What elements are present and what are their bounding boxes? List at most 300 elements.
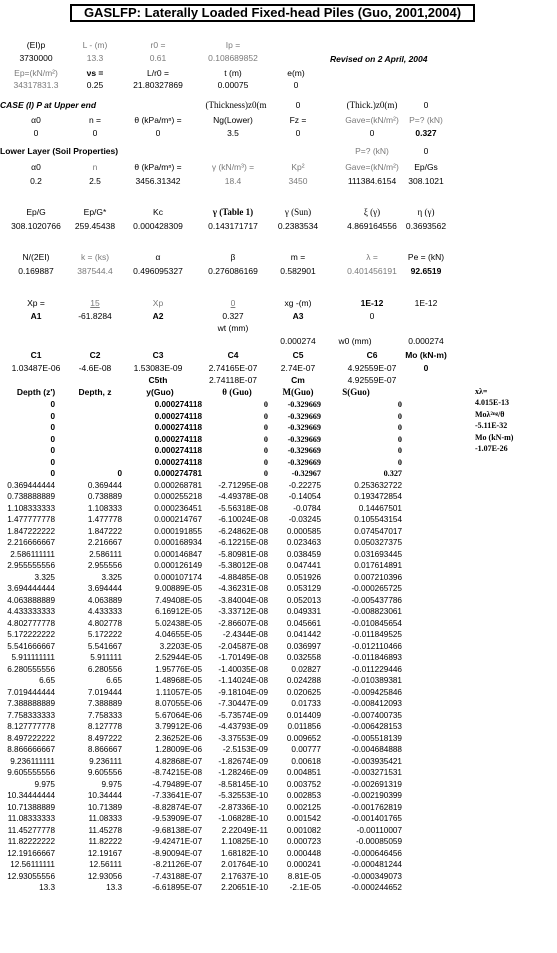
cell-depth: 7.019444 — [87, 687, 122, 697]
cell-depth-prime: 8.127777778 — [7, 722, 55, 731]
cell-theta: 0 — [263, 457, 268, 467]
cell-y: 0.000236451 — [154, 503, 202, 513]
table-row — [0, 468, 557, 480]
cell-y: -6.61895E-07 — [152, 883, 202, 892]
cell-s: -0.000244652 — [351, 883, 402, 892]
cell-depth-prime: 12.93055556 — [7, 871, 55, 881]
cell-y: 3.2203E-05 — [159, 641, 202, 651]
table-row — [0, 675, 557, 687]
cell-depth: 12.19167 — [87, 848, 122, 858]
cell-theta: 0 — [263, 434, 268, 444]
table-row — [0, 560, 557, 572]
thickness-value: 0 — [295, 100, 301, 110]
cell-y: 7.49408E-05 — [155, 595, 202, 605]
lower-theta-value: 3456.31342 — [135, 176, 181, 186]
table-row — [0, 457, 557, 469]
cell-depth: 6.65 — [106, 676, 122, 685]
lower-epgs-label: Ep/Gs — [414, 162, 438, 172]
cell-m: 0.053129 — [286, 584, 321, 593]
lower-pq-value: 0 — [423, 146, 429, 156]
cell-m: 0.000241 — [286, 860, 321, 869]
cell-y: 0.000274118 — [154, 434, 202, 444]
lower-gamma-label: γ (kN/m³) = — [211, 162, 255, 172]
cell-y: 0.000191855 — [154, 526, 202, 536]
cell-depth-prime: 1.847222222 — [7, 526, 55, 536]
c4-label: C4 — [227, 350, 239, 360]
cell-theta: -2.71295E-08 — [218, 480, 268, 490]
gamma-sun-label: γ (Sun) — [284, 207, 312, 217]
cell-m: 0.004851 — [286, 768, 321, 777]
case1-theta-value: 0 — [155, 128, 161, 138]
col-header-s: S(Guo) — [342, 387, 370, 397]
cell-depth: 12.56111 — [89, 860, 122, 869]
cell-y: 0.000214767 — [154, 515, 202, 524]
cell-s: -0.00110007 — [356, 825, 402, 835]
cell-m: 0.000448 — [286, 848, 321, 858]
r0-value: 0.61 — [149, 53, 167, 63]
cell-depth: 0 — [117, 469, 122, 478]
cell-s: 0.050327375 — [354, 538, 402, 547]
c2-value: -4.6E-08 — [78, 363, 112, 373]
cell-depth: 8.866667 — [87, 745, 122, 754]
cell-y: 0.000126149 — [154, 561, 202, 570]
cell-s: 0.031693445 — [354, 549, 402, 559]
table-row — [0, 480, 557, 492]
ei-value: 3730000 — [19, 53, 53, 63]
cell-s: -0.000265725 — [351, 584, 402, 593]
table-row — [0, 859, 557, 871]
cell-s: -0.011846893 — [352, 653, 402, 662]
table-row — [0, 825, 557, 837]
table-row — [0, 687, 557, 699]
cell-theta: -1.14024E-08 — [218, 676, 268, 685]
epg-value: 308.1020766 — [11, 221, 61, 231]
cell-s: -0.003271531 — [351, 768, 402, 777]
cell-s: -0.002691319 — [351, 779, 402, 789]
table-row — [0, 549, 557, 561]
table-row — [0, 698, 557, 710]
cell-y: -9.53909E-07 — [152, 814, 202, 823]
cell-theta: 0 — [263, 469, 268, 478]
cell-y: 2.52944E-05 — [155, 653, 202, 662]
cell-depth-prime: 3.325 — [34, 572, 55, 582]
case1-p-label: P=? (kN) — [409, 115, 443, 125]
lower-heading: Lower Layer (Soil Properties) — [0, 146, 119, 156]
cell-s: 0.253632722 — [354, 480, 402, 490]
cell-m: 0.011856 — [287, 722, 321, 731]
cell-theta: -2.87336E-10 — [218, 802, 268, 812]
cell-m: 0.020625 — [286, 687, 321, 697]
xp2-label: Xp — [152, 298, 164, 308]
cell-depth-prime: 0 — [50, 400, 55, 409]
table-row — [0, 813, 557, 825]
cell-y: 2.36252E-06 — [155, 733, 202, 743]
cell-depth-prime: 6.65 — [39, 676, 55, 685]
cell-theta: -2.4344E-08 — [222, 630, 268, 639]
cell-depth-prime: 0 — [50, 457, 55, 467]
cell-y: 5.02438E-05 — [155, 618, 202, 628]
mo-value: 0 — [423, 363, 429, 373]
a1-label: A1 — [30, 311, 42, 321]
cell-depth-prime: 10.34444444 — [7, 791, 55, 800]
cell-s: -0.012110466 — [352, 641, 402, 651]
k-label: k = (ks) — [80, 252, 110, 262]
cell-m: 0.000723 — [286, 837, 321, 846]
wt-label: wt (mm) — [217, 323, 249, 333]
eta-label: η (γ) — [417, 207, 435, 217]
cell-s: -0.005518139 — [351, 733, 402, 743]
side-note-4: -5.11E-32 — [475, 421, 508, 430]
xi-label: ξ (γ) — [363, 207, 381, 217]
table-row — [0, 618, 557, 630]
table-row — [0, 721, 557, 733]
cell-depth-prime: 1.477777778 — [7, 515, 55, 524]
cell-theta: -6.24862E-08 — [218, 526, 268, 536]
cell-m: 0.001082 — [286, 825, 321, 835]
lower-epgs-value: 308.1021 — [408, 176, 444, 186]
side-note-2: 4.015E-13 — [475, 398, 509, 407]
cell-s: 0 — [397, 423, 402, 432]
cell-y: 1.28009E-06 — [155, 745, 202, 754]
table-row — [0, 848, 557, 860]
cell-theta: 1.68182E-10 — [221, 848, 268, 858]
beta-label: β — [230, 252, 236, 262]
cell-m: -0.329669 — [287, 446, 321, 455]
lambda-label: λ = — [366, 252, 378, 262]
cell-s: 0 — [397, 446, 402, 455]
lower-alpha-label: α0 — [31, 162, 41, 172]
cell-depth-prime: 5.541666667 — [7, 641, 55, 651]
cell-y: 0.000274118 — [154, 411, 202, 421]
a3-label: A3 — [292, 311, 304, 321]
cell-y: -9.68138E-07 — [152, 825, 202, 835]
table-row — [0, 710, 557, 722]
cell-s: -0.007400735 — [351, 710, 402, 720]
cell-y: 0.000274118 — [154, 423, 202, 432]
c5th-label: C5th — [148, 375, 168, 385]
cell-theta: -2.86607E-08 — [218, 618, 268, 628]
cell-depth: 8.497222 — [87, 733, 122, 743]
thick-z0-value: 0 — [423, 100, 429, 110]
table-row — [0, 629, 557, 641]
cell-depth-prime: 5.911111111 — [11, 653, 55, 662]
cell-y: -8.90094E-07 — [152, 848, 202, 858]
cell-depth: 3.694444 — [87, 584, 122, 593]
cell-depth: 6.280556 — [87, 664, 122, 674]
cell-depth: 4.433333 — [87, 607, 122, 616]
cell-depth-prime: 2.216666667 — [7, 538, 55, 547]
c2-label: C2 — [89, 350, 101, 360]
table-row — [0, 445, 557, 457]
cell-m: 0.041442 — [286, 630, 321, 639]
cell-y: -7.43188E-07 — [152, 871, 202, 881]
thickness-label: (Thickness)z0(m — [205, 100, 267, 110]
cell-depth-prime: 2.955555556 — [7, 561, 55, 570]
cell-m: 0.024288 — [286, 676, 321, 685]
cell-depth-prime: 4.063888889 — [7, 595, 55, 605]
table-row — [0, 756, 557, 768]
cell-theta: 0 — [263, 400, 268, 409]
cell-m: 0.014409 — [286, 710, 321, 720]
lower-pq-label: P=? (kN) — [355, 146, 389, 156]
cell-theta: -7.30447E-09 — [218, 699, 268, 708]
table-row — [0, 871, 557, 883]
c5-label: C5 — [292, 350, 304, 360]
cell-theta: -1.28246E-09 — [218, 768, 268, 777]
cell-theta: -1.40035E-08 — [218, 664, 268, 674]
cell-m: -0.329669 — [287, 434, 321, 444]
m-value: 0.582901 — [280, 266, 316, 276]
cell-y: -4.79489E-07 — [152, 779, 202, 789]
lr0-label: L/r0 = — [147, 68, 169, 78]
cell-depth: 2.216667 — [87, 538, 122, 547]
cell-theta: -4.88485E-08 — [218, 572, 268, 582]
case1-gave-value: 0 — [369, 128, 375, 138]
case1-alpha-value: 0 — [33, 128, 39, 138]
table-row — [0, 882, 557, 894]
table-row — [0, 411, 557, 423]
cell-theta: 2.01764E-10 — [221, 860, 268, 869]
pe-value: 92.6519 — [410, 266, 442, 276]
cell-depth-prime: 8.497222222 — [7, 733, 55, 743]
cell-y: 5.67064E-06 — [155, 710, 202, 720]
col-header-y: y(Guo) — [146, 387, 174, 397]
cell-depth-prime: 0 — [50, 446, 55, 455]
cell-y: 1.48968E-05 — [155, 676, 202, 685]
cell-depth: 0.369444 — [87, 480, 122, 490]
cell-depth-prime: 9.975 — [34, 779, 55, 789]
cell-m: 0.038459 — [286, 549, 321, 559]
epg-star-value: 259.45438 — [74, 221, 116, 231]
cell-y: 4.04655E-05 — [155, 630, 202, 639]
beta-value: 0.276086169 — [208, 266, 258, 276]
t-value: 0.00075 — [217, 80, 249, 90]
cell-depth-prime: 11.08333333 — [7, 814, 55, 823]
cell-y: -9.42471E-07 — [152, 837, 202, 846]
a2-label: A2 — [152, 311, 164, 321]
case1-fz-value: 0 — [295, 128, 301, 138]
cell-theta: -4.36231E-08 — [218, 584, 268, 593]
cell-s: -0.005437786 — [351, 595, 402, 605]
cell-depth: 5.541667 — [87, 641, 122, 651]
cell-depth: 11.45278 — [88, 825, 122, 835]
cell-m: -0.32967 — [291, 469, 321, 478]
cell-s: -0.002190399 — [351, 791, 402, 800]
case1-ng-label: Ng(Lower) — [213, 115, 253, 125]
length-value: 13.3 — [86, 53, 104, 63]
xi-value: 4.869164556 — [347, 221, 397, 231]
table-row — [0, 595, 557, 607]
col-header-depth-prime: Depth (z') — [16, 387, 56, 397]
cell-s: 0 — [397, 457, 402, 467]
cell-depth: 11.08333 — [88, 814, 122, 823]
cell-depth-prime: 0 — [50, 469, 55, 478]
cell-s: 0.074547017 — [354, 526, 402, 536]
cell-y: 1.95776E-05 — [155, 664, 202, 674]
table-row — [0, 836, 557, 848]
cell-m: 0.002853 — [286, 791, 321, 800]
xg-value-2: 1E-12 — [414, 298, 438, 308]
table-row — [0, 514, 557, 526]
cell-depth: 5.911111 — [90, 653, 122, 662]
cell-theta: -8.58145E-10 — [218, 779, 268, 789]
table-row — [0, 537, 557, 549]
cell-s: -0.00085059 — [356, 837, 402, 846]
cell-s: 0 — [397, 411, 402, 421]
table-row — [0, 503, 557, 515]
cell-s: -0.011229446 — [352, 664, 402, 674]
cell-depth: 8.127778 — [87, 722, 122, 731]
lower-n-value: 2.5 — [89, 176, 101, 186]
epg-label: Ep/G — [26, 207, 46, 217]
cell-depth: 10.34444 — [87, 791, 122, 800]
cell-theta: -1.70149E-08 — [218, 653, 268, 662]
cell-s: 0.007210396 — [354, 572, 402, 582]
cell-y: 8.07055E-06 — [155, 699, 202, 708]
t-label: t (m) — [224, 68, 242, 78]
cell-theta: 0 — [263, 411, 268, 421]
cell-theta: -3.33712E-08 — [218, 607, 268, 616]
xg-label: xg -(m) — [284, 298, 312, 308]
cell-depth-prime: 0 — [50, 411, 55, 421]
cell-theta: -5.38012E-08 — [218, 561, 268, 570]
cell-m: -0.0784 — [293, 503, 321, 513]
cell-m: 0.036997 — [286, 641, 321, 651]
cell-s: -0.000646456 — [351, 848, 402, 858]
cell-depth-prime: 1.108333333 — [7, 503, 55, 513]
cell-m: 0.032558 — [286, 653, 321, 662]
table-row — [0, 744, 557, 756]
cell-s: 0 — [397, 400, 402, 409]
nus-value: 0.25 — [86, 80, 104, 90]
table-row — [0, 641, 557, 653]
nus-label: νs = — [86, 68, 104, 78]
cell-s: -0.011849525 — [352, 630, 402, 639]
cell-theta: -5.80981E-08 — [218, 549, 268, 559]
cell-y: 0.000268781 — [154, 480, 202, 490]
cell-depth-prime: 6.280555556 — [7, 664, 55, 674]
cell-y: 0.000255218 — [154, 492, 202, 501]
case1-n-value: 0 — [92, 128, 98, 138]
cell-theta: 0 — [263, 423, 268, 432]
ep-label: Ep=(kN/m²) — [14, 68, 58, 78]
cell-s: -0.000349073 — [351, 871, 402, 881]
cm-label: Cm — [291, 375, 305, 385]
cell-s: -0.010845654 — [351, 618, 402, 628]
cell-m: -0.329669 — [287, 423, 321, 432]
cell-s: -0.010389381 — [351, 676, 402, 685]
cell-s: -0.008823061 — [351, 607, 402, 616]
cell-depth: 9.236111 — [89, 756, 122, 766]
cell-s: -0.008412093 — [351, 699, 402, 708]
cell-depth: 0.738889 — [87, 492, 122, 501]
cell-s: -0.003935421 — [351, 756, 402, 766]
table-row — [0, 733, 557, 745]
side-note-6: -1.07E-26 — [475, 444, 508, 453]
cell-depth: 11.82222 — [88, 837, 122, 846]
cell-y: 9.00889E-05 — [155, 584, 202, 593]
cell-theta: -2.5153E-09 — [222, 745, 268, 754]
cell-m: -0.22275 — [288, 480, 321, 490]
cell-depth-prime: 0.738888889 — [7, 492, 55, 501]
cell-m: 0.052013 — [286, 595, 321, 605]
cell-m: 0.002125 — [286, 802, 321, 812]
cell-depth: 13.3 — [106, 883, 122, 892]
cell-m: 0.009652 — [286, 733, 321, 743]
cell-m: 0.00777 — [291, 745, 321, 754]
lower-gamma-value: 18.4 — [224, 176, 242, 186]
pe-label: Pe = (kN) — [407, 252, 445, 262]
n2ei-label: N/(2EI) — [22, 252, 50, 262]
ip-value: 0.108689852 — [208, 53, 258, 63]
cell-y: 0.000107174 — [154, 572, 202, 582]
cell-y: 4.82868E-07 — [155, 756, 202, 766]
cell-y: 0.000274118 — [154, 457, 202, 467]
gamma-sun-value: 0.2383534 — [277, 221, 319, 231]
table-row — [0, 767, 557, 779]
cell-m: -0.329669 — [287, 411, 321, 421]
cell-depth-prime: 0 — [50, 434, 55, 444]
w0-label: w0 (mm) — [338, 336, 372, 346]
cell-depth-prime: 13.3 — [39, 883, 55, 892]
cell-depth: 3.325 — [101, 572, 122, 582]
gamma-table-label: γ (Table 1) — [212, 207, 254, 217]
cell-m: -0.14054 — [288, 492, 321, 501]
cell-y: -8.21126E-07 — [152, 860, 202, 869]
cell-depth: 4.063889 — [87, 595, 122, 605]
col-header-m: M(Guo) — [282, 387, 314, 397]
cell-y: 0.000146847 — [154, 549, 202, 559]
cell-depth-prime: 5.172222222 — [7, 630, 55, 639]
cell-y: 6.16912E-05 — [155, 607, 202, 616]
cell-m: -0.03245 — [288, 515, 321, 524]
case1-ng-value: 3.5 — [227, 128, 239, 138]
cell-m: 8.81E-05 — [287, 871, 321, 881]
page-title: GASLFP: Laterally Loaded Fixed-head Piles (Guo, 2001,2004) — [70, 4, 475, 22]
c3-label: C3 — [152, 350, 164, 360]
cell-depth-prime: 12.19166667 — [7, 848, 55, 858]
lower-n-label: n — [92, 162, 98, 172]
cell-depth: 9.605556 — [87, 768, 122, 777]
kc-value: 0.000428309 — [133, 221, 183, 231]
lambda-value: 0.401456191 — [347, 266, 397, 276]
lower-alpha-value: 0.2 — [30, 176, 42, 186]
case1-heading: CASE (I) P at Upper end — [0, 100, 97, 110]
a1-value: -61.8284 — [78, 311, 112, 321]
a2-value: 0.327 — [222, 311, 244, 321]
side-note-1: xλ= — [475, 387, 488, 396]
cm-value: 4.92559E-07 — [347, 375, 397, 385]
case1-gave-label: Gave=(kN/m²) — [345, 115, 399, 125]
side-note-3: Moλ²ⁿᵍ/θ — [475, 410, 505, 419]
lower-gave-label: Gave=(kN/m²) — [345, 162, 399, 172]
cell-y: -7.33641E-07 — [152, 791, 202, 800]
xp2-value: 0 — [230, 298, 236, 308]
table-row — [0, 664, 557, 676]
cell-depth-prime: 8.866666667 — [7, 745, 55, 754]
revision-note: Revised on 2 April, 2004 — [330, 54, 428, 64]
cell-depth-prime: 0.369444444 — [7, 480, 55, 490]
cell-theta: -1.06828E-10 — [218, 814, 268, 823]
c6-label: C6 — [366, 350, 378, 360]
cell-theta: -5.32553E-10 — [218, 791, 268, 800]
cell-depth-prime: 12.56111111 — [10, 860, 55, 869]
c5-value: 2.74E-07 — [280, 363, 316, 373]
cell-s: -0.004684888 — [351, 745, 402, 754]
r0-label: r0 = — [150, 40, 166, 50]
table-row — [0, 802, 557, 814]
cell-m: 0.00618 — [291, 756, 321, 766]
